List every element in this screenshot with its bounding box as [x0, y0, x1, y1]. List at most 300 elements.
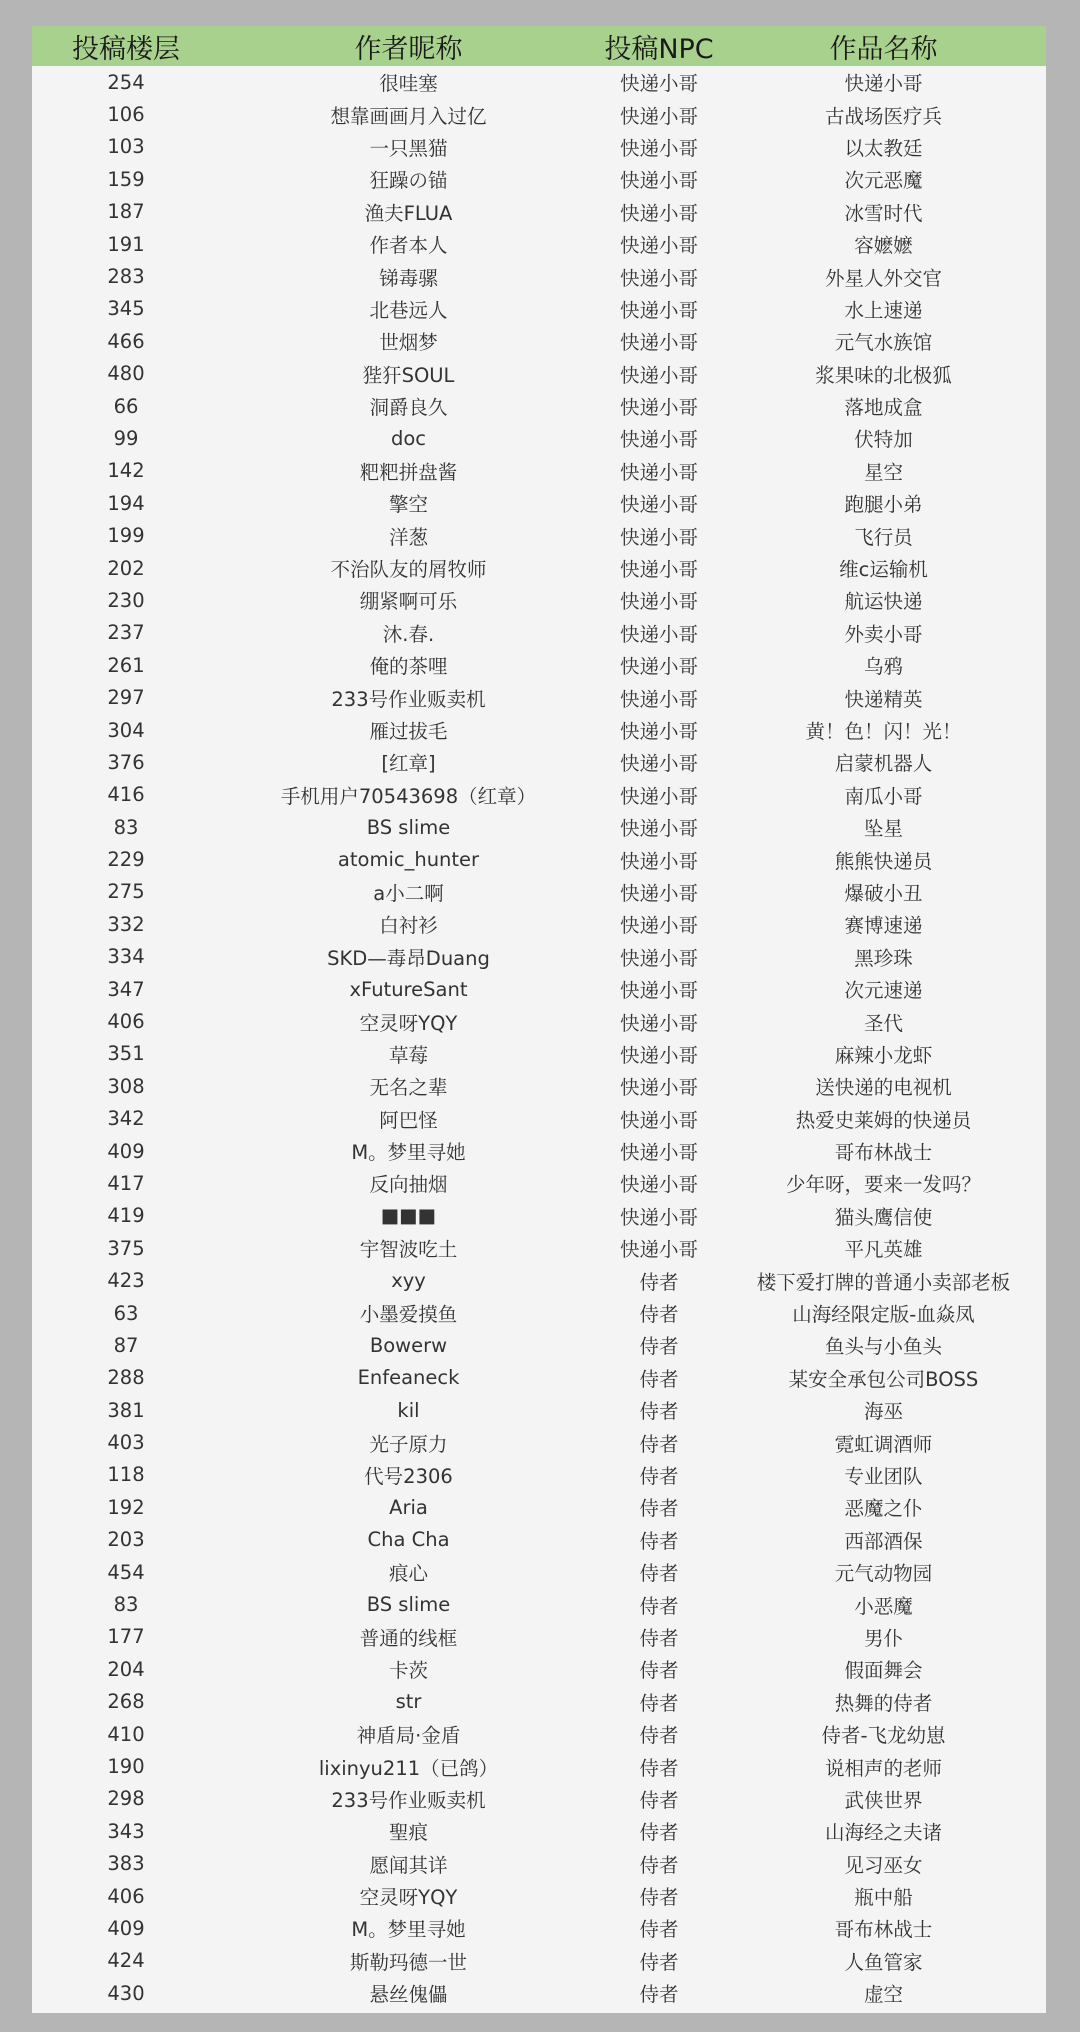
table-row: [32, 1005, 1046, 1037]
cell-npc: 快递小哥: [619, 849, 698, 873]
table-row: [32, 973, 1046, 1005]
table-row: [32, 649, 1046, 681]
cell-npc: 快递小哥: [619, 104, 698, 128]
cell-author: 一只黑猫: [369, 136, 448, 160]
cell-floor: 304: [107, 718, 145, 742]
cell-npc: 快递小哥: [619, 525, 698, 549]
cell-author: 代号2306: [364, 1464, 453, 1488]
cell-floor: 383: [107, 1852, 145, 1876]
table-row: [32, 1783, 1046, 1815]
cell-work: 启蒙机器人: [834, 752, 933, 776]
cell-floor: 202: [107, 556, 145, 580]
cell-floor: 83: [113, 815, 139, 839]
cell-author: kil: [397, 1398, 420, 1422]
cell-work: 爆破小丑: [844, 881, 923, 905]
cell-floor: 103: [107, 135, 145, 159]
cell-floor: 347: [107, 977, 145, 1001]
table-row: [32, 1945, 1046, 1977]
table-row: [32, 1718, 1046, 1750]
cell-floor: 419: [107, 1204, 145, 1228]
cell-author: 狴犴SOUL: [362, 363, 455, 387]
cell-floor: 342: [107, 1107, 145, 1131]
cell-author: 神盾局·金盾: [356, 1724, 461, 1748]
cell-floor: 142: [107, 459, 145, 483]
cell-npc: 侍者: [639, 1950, 679, 1974]
cell-npc: 快递小哥: [619, 558, 698, 582]
cell-npc: 快递小哥: [619, 136, 698, 160]
cell-floor: 381: [107, 1398, 145, 1422]
cell-floor: 376: [107, 750, 145, 774]
table-row: [32, 1264, 1046, 1296]
table-row: [32, 228, 1046, 260]
cell-work: 快递小哥: [844, 72, 923, 96]
cell-work: 说相声的老师: [824, 1756, 942, 1780]
cell-npc: 快递小哥: [619, 687, 698, 711]
cell-author: 洞爵良久: [369, 396, 448, 420]
cell-work: 热舞的侍者: [834, 1691, 933, 1715]
cell-floor: 375: [107, 1236, 145, 1260]
table-row: [32, 941, 1046, 973]
cell-floor: 229: [107, 848, 145, 872]
cell-npc: 侍者: [639, 1270, 679, 1294]
cell-floor: 199: [107, 524, 145, 548]
cell-author: xFutureSant: [349, 977, 468, 1001]
cell-work: 跑腿小弟: [844, 493, 923, 517]
cell-floor: 275: [107, 880, 145, 904]
cell-work: 虚空: [863, 1983, 903, 2007]
table-row: [32, 1200, 1046, 1232]
table-row: [32, 1394, 1046, 1426]
cell-author: 聖痕: [388, 1821, 428, 1845]
cell-work: 以太教廷: [844, 136, 923, 160]
cell-work: 古战场医疗兵: [824, 104, 942, 128]
cell-floor: 410: [107, 1722, 145, 1746]
cell-work: 武侠世界: [844, 1788, 923, 1812]
cell-work: 见习巫女: [844, 1853, 923, 1877]
cell-author: atomic_hunter: [337, 848, 480, 872]
cell-author: Bowerw: [369, 1333, 448, 1357]
cell-npc: 侍者: [639, 1853, 679, 1877]
table-row: [32, 196, 1046, 228]
cell-npc: 快递小哥: [619, 720, 698, 743]
cell-floor: 194: [107, 491, 145, 515]
table-row: [32, 908, 1046, 940]
cell-author: 光子原力: [369, 1432, 448, 1456]
cell-npc: 侍者: [639, 1562, 679, 1586]
cell-floor: 343: [107, 1819, 145, 1843]
cell-work: 送快递的电视机: [815, 1076, 952, 1100]
cell-npc: 快递小哥: [619, 1173, 698, 1197]
cell-npc: 侍者: [639, 1335, 679, 1359]
cell-npc: 侍者: [639, 1724, 679, 1748]
table-row: [32, 325, 1046, 357]
header-npc: 投稿NPC: [604, 33, 714, 65]
cell-floor: 204: [107, 1657, 145, 1681]
cell-author: M。梦里寻她: [351, 1141, 466, 1165]
cell-npc: 侍者: [639, 1626, 679, 1650]
cell-work: 专业团队: [844, 1464, 923, 1488]
table-row: [32, 1426, 1046, 1458]
cell-npc: 侍者: [639, 1594, 679, 1618]
cell-work: 小恶魔: [854, 1594, 913, 1618]
cell-npc: 快递小哥: [619, 881, 698, 905]
cell-author: 普通的线框: [359, 1626, 458, 1650]
cell-work: 圣代: [863, 1011, 903, 1035]
table-row: [32, 1491, 1046, 1523]
cell-work: 快递精英: [844, 687, 923, 711]
cell-npc: 侍者: [639, 1918, 679, 1942]
cell-work: 飞行员: [854, 525, 913, 549]
cell-author: 渔夫FLUA: [364, 201, 453, 225]
cell-npc: 快递小哥: [619, 169, 698, 193]
cell-author: 粑粑拼盘酱: [359, 460, 458, 484]
cell-work: 次元恶魔: [844, 169, 923, 193]
table-header: [32, 26, 1046, 66]
cell-work: 哥布林战士: [834, 1141, 933, 1165]
cell-author: 小墨爱摸鱼: [359, 1303, 458, 1327]
table-row: [32, 1070, 1046, 1102]
cell-floor: 480: [107, 362, 145, 386]
cell-work: 猫头鹰信使: [834, 1205, 933, 1229]
cell-work: 元气动物园: [834, 1562, 933, 1586]
cell-work: 麻辣小龙虾: [834, 1043, 933, 1067]
cell-author: xyy: [391, 1269, 426, 1293]
cell-author: 北巷远人: [369, 298, 448, 322]
table-row: [32, 1815, 1046, 1847]
cell-work: 男仆: [863, 1626, 903, 1650]
cell-npc: 侍者: [639, 1367, 679, 1391]
cell-npc: 侍者: [639, 1464, 679, 1488]
cell-work: 恶魔之仆: [844, 1497, 923, 1521]
cell-work: 乌鸦: [863, 655, 903, 679]
cell-npc: 侍者: [639, 1659, 679, 1683]
cell-work: 水上速递: [844, 298, 923, 322]
cell-work: 航运快递: [844, 590, 923, 614]
cell-floor: 87: [113, 1333, 139, 1357]
table-row: [32, 1459, 1046, 1491]
table-row: [32, 876, 1046, 908]
cell-author: 雁过拔毛: [369, 720, 448, 743]
cell-npc: 快递小哥: [619, 655, 698, 679]
cell-work: 平凡英雄: [844, 1238, 923, 1262]
cell-author: Enfeaneck: [357, 1366, 460, 1390]
submission-table: [32, 26, 1046, 2013]
cell-floor: 66: [113, 394, 139, 418]
cell-npc: 快递小哥: [619, 1238, 698, 1262]
table-row: [32, 1329, 1046, 1361]
cell-author: 世烟梦: [379, 331, 438, 355]
header-work: 作品名称: [829, 33, 938, 65]
cell-floor: 63: [113, 1301, 139, 1325]
cell-floor: 191: [107, 232, 145, 256]
table-row: [32, 681, 1046, 713]
cell-author: 卡茨: [388, 1659, 428, 1683]
cell-npc: 快递小哥: [619, 234, 698, 258]
cell-npc: 快递小哥: [619, 266, 698, 290]
cell-npc: 侍者: [639, 1529, 679, 1553]
table-row: [32, 1750, 1046, 1782]
cell-work: 热爱史莱姆的快递员: [795, 1108, 972, 1132]
cell-floor: 298: [107, 1787, 145, 1811]
cell-npc: 快递小哥: [619, 817, 698, 841]
table-row: [32, 1297, 1046, 1329]
cell-work: 霓虹调酒师: [834, 1432, 933, 1456]
cell-npc: 侍者: [639, 1756, 679, 1780]
cell-work: 浆果味的北极狐: [815, 363, 952, 387]
table-row: [32, 163, 1046, 195]
cell-author: M。梦里寻她: [351, 1918, 466, 1942]
cell-floor: 261: [107, 653, 145, 677]
cell-author: ■■■: [380, 1204, 437, 1228]
cell-floor: 203: [107, 1528, 145, 1552]
cell-author: str: [395, 1690, 422, 1714]
cell-work: 赛博速递: [844, 914, 923, 938]
table-row: [32, 1847, 1046, 1879]
cell-work: 次元速递: [844, 979, 923, 1003]
cell-author: 宇智波吃土: [359, 1238, 458, 1262]
cell-work: 元气水族馆: [834, 331, 933, 355]
cell-author: 俺的茶哩: [369, 655, 448, 679]
table-row: [32, 455, 1046, 487]
header-floor: 投稿楼层: [72, 33, 180, 65]
cell-npc: 快递小哥: [619, 460, 698, 484]
table-row: [32, 843, 1046, 875]
cell-author: 斯勒玛德一世: [349, 1950, 467, 1974]
cell-author: lixinyu211（已鸽）: [318, 1756, 499, 1780]
cell-npc: 侍者: [639, 1303, 679, 1327]
cell-work: 某安全承包公司BOSS: [788, 1367, 979, 1391]
table-row: [32, 422, 1046, 454]
cell-floor: 454: [107, 1560, 145, 1584]
cell-author: 草莓: [388, 1043, 428, 1067]
cell-npc: 侍者: [639, 1691, 679, 1715]
cell-work: 侍者-飞龙幼崽: [821, 1724, 946, 1748]
cell-npc: 快递小哥: [619, 298, 698, 322]
table-row: [32, 811, 1046, 843]
cell-work: 外卖小哥: [844, 622, 923, 646]
table-row: [32, 1653, 1046, 1685]
cell-author: 阿巴怪: [379, 1108, 438, 1132]
table-row: [32, 66, 1046, 98]
cell-floor: 288: [107, 1366, 145, 1390]
cell-npc: 快递小哥: [619, 493, 698, 517]
cell-floor: 334: [107, 945, 145, 969]
cell-author: Cha Cha: [367, 1528, 450, 1552]
cell-npc: 侍者: [639, 1886, 679, 1910]
table-body: [32, 66, 1046, 2009]
cell-floor: 466: [107, 329, 145, 353]
cell-floor: 345: [107, 297, 145, 321]
cell-author: 擎空: [388, 493, 428, 517]
cell-author: 无名之辈: [369, 1076, 448, 1100]
cell-floor: 159: [107, 167, 145, 191]
cell-work: 冰雪时代: [844, 201, 923, 225]
cell-work: 西部酒保: [844, 1529, 923, 1553]
header-author: 作者昵称: [354, 33, 463, 65]
cell-author: 想靠画画月入过亿: [330, 104, 487, 128]
table-row: [32, 519, 1046, 551]
table-row: [32, 779, 1046, 811]
cell-floor: 237: [107, 621, 145, 645]
cell-author: 手机用户70543698（红章）: [280, 784, 537, 808]
cell-work: 黄！色！闪！光！: [805, 720, 962, 743]
table-row: [32, 714, 1046, 746]
table-row: [32, 1167, 1046, 1199]
cell-floor: 416: [107, 783, 145, 807]
cell-floor: 332: [107, 912, 145, 936]
cell-npc: 快递小哥: [619, 979, 698, 1003]
cell-floor: 190: [107, 1755, 145, 1778]
cell-author: 233号作业贩卖机: [331, 1788, 486, 1812]
cell-author: 沐.春.: [382, 622, 435, 646]
cell-author: 反向抽烟: [369, 1173, 448, 1197]
cell-npc: 侍者: [639, 1788, 679, 1812]
cell-npc: 快递小哥: [619, 1076, 698, 1100]
cell-floor: 409: [107, 1916, 145, 1940]
table-row: [32, 487, 1046, 519]
table-row: [32, 131, 1046, 163]
table-row: [32, 746, 1046, 778]
cell-work: 坠星: [863, 817, 903, 841]
cell-floor: 409: [107, 1139, 145, 1163]
cell-work: 熊熊快递员: [834, 849, 933, 873]
cell-author: 狂躁の锚: [369, 169, 448, 193]
table-row: [32, 1880, 1046, 1912]
cell-floor: 406: [107, 1010, 145, 1034]
cell-author: [红章]: [381, 752, 436, 776]
table-row: [32, 1232, 1046, 1264]
cell-npc: 快递小哥: [619, 363, 698, 387]
cell-work: 少年呀，要来一发吗？: [785, 1173, 981, 1197]
cell-npc: 快递小哥: [619, 752, 698, 776]
cell-work: 外星人外交官: [824, 266, 942, 290]
cell-floor: 230: [107, 588, 145, 612]
cell-floor: 417: [107, 1171, 145, 1195]
cell-floor: 268: [107, 1690, 145, 1714]
cell-author: 空灵呀YQY: [359, 1886, 458, 1910]
cell-npc: 侍者: [639, 1400, 679, 1424]
cell-work: 瓶中船: [854, 1886, 913, 1910]
table-row: [32, 1686, 1046, 1718]
cell-npc: 侍者: [639, 1497, 679, 1521]
table-row: [32, 1588, 1046, 1620]
cell-work: 山海经之夫诸: [824, 1821, 942, 1845]
cell-npc: 快递小哥: [619, 331, 698, 355]
table-row: [32, 1912, 1046, 1944]
cell-floor: 403: [107, 1431, 145, 1455]
cell-work: 海巫: [863, 1400, 903, 1424]
cell-work: 南瓜小哥: [844, 784, 923, 808]
cell-author: 白衬衫: [379, 914, 438, 938]
cell-npc: 快递小哥: [619, 72, 698, 96]
cell-author: SKD—毒昂Duang: [327, 946, 490, 970]
cell-work: 星空: [863, 460, 903, 484]
cell-npc: 快递小哥: [619, 1141, 698, 1165]
cell-author: 锑毒骡: [379, 266, 438, 290]
cell-floor: 430: [107, 1981, 145, 2005]
cell-work: 人鱼管家: [844, 1950, 923, 1974]
cell-npc: 快递小哥: [619, 1108, 698, 1132]
cell-floor: 406: [107, 1884, 145, 1908]
table-row: [32, 293, 1046, 325]
cell-floor: 187: [107, 200, 145, 224]
cell-author: 空灵呀YQY: [359, 1011, 458, 1035]
cell-author: 很哇塞: [379, 72, 438, 96]
table-row: [32, 1524, 1046, 1556]
cell-author: 不治队友的屑牧师: [330, 558, 487, 582]
cell-work: 维c运输机: [839, 558, 928, 582]
cell-npc: 快递小哥: [619, 1205, 698, 1229]
cell-npc: 快递小哥: [619, 622, 698, 646]
cell-floor: 83: [113, 1593, 139, 1617]
cell-floor: 254: [107, 70, 145, 94]
cell-floor: 308: [107, 1074, 145, 1098]
cell-floor: 351: [107, 1042, 145, 1066]
cell-work: 黑珍珠: [854, 946, 913, 970]
cell-floor: 283: [107, 265, 145, 289]
cell-author: BS slime: [366, 1593, 451, 1617]
cell-work: 哥布林战士: [834, 1918, 933, 1942]
cell-author: BS slime: [366, 815, 451, 839]
table-row: [32, 1977, 1046, 2009]
cell-npc: 快递小哥: [619, 428, 698, 452]
cell-author: 洋葱: [388, 525, 428, 549]
cell-work: 伏特加: [854, 428, 913, 452]
cell-npc: 侍者: [639, 1821, 679, 1845]
cell-npc: 快递小哥: [619, 201, 698, 225]
cell-work: 山海经限定版-血焱凤: [792, 1303, 975, 1327]
cell-author: 绷紧啊可乐: [359, 590, 458, 614]
cell-author: 作者本人: [369, 234, 448, 258]
cell-floor: 423: [107, 1269, 145, 1293]
cell-npc: 快递小哥: [619, 784, 698, 808]
table-row: [32, 260, 1046, 292]
table-row: [32, 584, 1046, 616]
table-row: [32, 1038, 1046, 1070]
cell-author: 愿闻其详: [369, 1853, 448, 1877]
table-row: [32, 1103, 1046, 1135]
cell-npc: 快递小哥: [619, 1011, 698, 1035]
cell-floor: 118: [107, 1463, 145, 1487]
cell-floor: 99: [113, 426, 139, 450]
cell-npc: 快递小哥: [619, 396, 698, 420]
cell-author: a小二啊: [373, 881, 444, 905]
cell-work: 假面舞会: [844, 1659, 923, 1683]
table-row: [32, 1135, 1046, 1167]
cell-npc: 快递小哥: [619, 590, 698, 614]
table-row: [32, 1556, 1046, 1588]
cell-author: Aria: [389, 1495, 428, 1519]
cell-work: 楼下爱打牌的普通小卖部老板: [756, 1270, 1011, 1294]
table-row: [32, 98, 1046, 130]
table-row: [32, 358, 1046, 390]
cell-floor: 177: [107, 1625, 145, 1649]
cell-npc: 快递小哥: [619, 914, 698, 938]
table-row: [32, 552, 1046, 584]
table-row: [32, 617, 1046, 649]
cell-author: 233号作业贩卖机: [331, 687, 486, 711]
cell-npc: 侍者: [639, 1983, 679, 2007]
cell-npc: 快递小哥: [619, 946, 698, 970]
cell-floor: 192: [107, 1495, 145, 1519]
cell-author: 悬丝傀儡: [369, 1983, 448, 2007]
table-row: [32, 1362, 1046, 1394]
cell-author: doc: [390, 426, 427, 450]
cell-floor: 106: [107, 103, 145, 127]
cell-npc: 侍者: [639, 1432, 679, 1456]
cell-work: 落地成盒: [844, 396, 923, 420]
cell-floor: 424: [107, 1949, 145, 1973]
